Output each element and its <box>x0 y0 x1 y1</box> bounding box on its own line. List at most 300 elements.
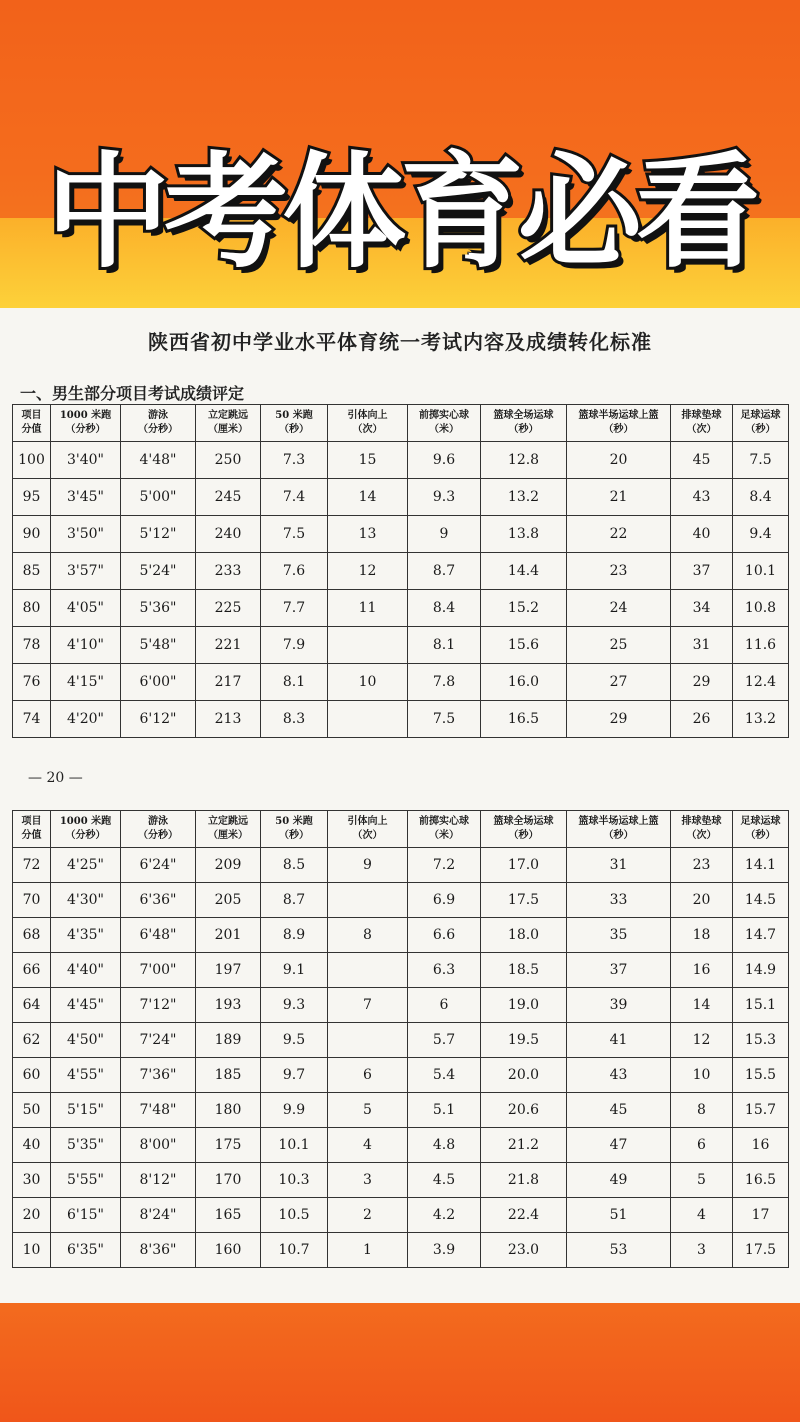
table-cell: 5.1 <box>408 1093 481 1128</box>
table-cell: 6.3 <box>408 953 481 988</box>
table-cell: 18.5 <box>481 953 567 988</box>
table-cell: 217 <box>196 664 261 701</box>
table-cell <box>328 627 408 664</box>
table-cell: 4.5 <box>408 1163 481 1198</box>
table-cell: 9 <box>328 848 408 883</box>
table-cell: 74 <box>13 701 51 738</box>
table-row <box>13 627 789 664</box>
table-cell: 17.0 <box>481 848 567 883</box>
table-cell: 21 <box>567 479 671 516</box>
table-cell: 20 <box>567 442 671 479</box>
table-cell: 5'24" <box>121 553 196 590</box>
table-cell: 64 <box>13 988 51 1023</box>
score-table-lower <box>12 810 789 1268</box>
column-header-unit: （厘米） <box>208 830 248 841</box>
table-cell: 225 <box>196 590 261 627</box>
table-cell: 4'48" <box>121 442 196 479</box>
table-header-row <box>13 405 789 442</box>
table-cell: 8.4 <box>408 590 481 627</box>
column-header-name: 50 米跑 <box>275 816 313 827</box>
table-cell: 8 <box>671 1093 733 1128</box>
table-cell: 10.1 <box>733 553 789 590</box>
table-cell: 8.7 <box>408 553 481 590</box>
table-cell: 245 <box>196 479 261 516</box>
column-header-unit: （分秒） <box>138 830 178 841</box>
table-cell: 15.2 <box>481 590 567 627</box>
column-header-unit: （次） <box>352 424 383 435</box>
table-cell: 9 <box>408 516 481 553</box>
table-cell <box>328 701 408 738</box>
table-cell: 4 <box>671 1198 733 1233</box>
table-cell: 17 <box>733 1198 789 1233</box>
table-cell: 5 <box>671 1163 733 1198</box>
table-cell: 10.8 <box>733 590 789 627</box>
table-cell: 33 <box>567 883 671 918</box>
table-cell: 40 <box>671 516 733 553</box>
table-cell: 16.0 <box>481 664 567 701</box>
table-cell: 8 <box>328 918 408 953</box>
column-header <box>671 405 733 442</box>
table-cell: 5'35" <box>51 1128 121 1163</box>
table-cell: 43 <box>671 479 733 516</box>
column-header-name: 项目 <box>21 816 42 827</box>
table-cell: 20.6 <box>481 1093 567 1128</box>
table-cell: 6'12" <box>121 701 196 738</box>
table-cell: 4'20" <box>51 701 121 738</box>
column-header <box>481 811 567 848</box>
table-cell: 15.6 <box>481 627 567 664</box>
column-header-name: 排球垫球 <box>681 816 722 827</box>
column-header-unit: （秒） <box>508 424 539 435</box>
table-cell: 8.1 <box>261 664 328 701</box>
table-cell: 165 <box>196 1198 261 1233</box>
table-cell: 20.0 <box>481 1058 567 1093</box>
column-header-name: 前掷实心球 <box>419 816 469 827</box>
table-cell: 201 <box>196 918 261 953</box>
column-header-name: 引体向上 <box>347 410 388 421</box>
table-row <box>13 988 789 1023</box>
column-header <box>13 811 51 848</box>
table-row <box>13 590 789 627</box>
table-row <box>13 1093 789 1128</box>
table-cell: 30 <box>13 1163 51 1198</box>
table-cell: 10 <box>671 1058 733 1093</box>
table-cell: 21.8 <box>481 1163 567 1198</box>
table-cell: 180 <box>196 1093 261 1128</box>
table-cell: 9.3 <box>261 988 328 1023</box>
table-cell: 43 <box>567 1058 671 1093</box>
table-cell: 4'50" <box>51 1023 121 1058</box>
table-cell: 7.3 <box>261 442 328 479</box>
column-header-name: 立定跳远 <box>208 816 248 827</box>
table-cell: 34 <box>671 590 733 627</box>
table-cell: 85 <box>13 553 51 590</box>
table-cell: 6.6 <box>408 918 481 953</box>
table-cell: 8.5 <box>261 848 328 883</box>
column-header <box>567 405 671 442</box>
column-header-name: 篮球半场运球上篮 <box>578 410 659 421</box>
table-cell: 221 <box>196 627 261 664</box>
table-cell: 7.9 <box>261 627 328 664</box>
table-cell: 6'00" <box>121 664 196 701</box>
table-cell: 4'10" <box>51 627 121 664</box>
table-cell: 31 <box>567 848 671 883</box>
column-header-unit: （秒） <box>279 830 309 841</box>
table-cell: 26 <box>671 701 733 738</box>
table-cell: 6.9 <box>408 883 481 918</box>
table-cell: 39 <box>567 988 671 1023</box>
table-cell: 7.5 <box>733 442 789 479</box>
table-cell: 4'55" <box>51 1058 121 1093</box>
column-header-name: 足球运球 <box>740 816 781 827</box>
column-header-name: 排球垫球 <box>681 410 722 421</box>
table-cell: 193 <box>196 988 261 1023</box>
table-cell: 22 <box>567 516 671 553</box>
table-row <box>13 883 789 918</box>
column-header-name: 篮球全场运球 <box>493 816 554 827</box>
table-cell: 8'24" <box>121 1198 196 1233</box>
table-cell: 233 <box>196 553 261 590</box>
table-cell <box>328 883 408 918</box>
column-header-unit: 分值 <box>21 830 42 841</box>
table-cell: 3'40" <box>51 442 121 479</box>
table-cell: 8'00" <box>121 1128 196 1163</box>
table-cell: 7.6 <box>261 553 328 590</box>
table-cell: 14.1 <box>733 848 789 883</box>
table-cell: 16.5 <box>733 1163 789 1198</box>
table-cell: 60 <box>13 1058 51 1093</box>
table-cell: 7 <box>328 988 408 1023</box>
table-cell: 17.5 <box>733 1233 789 1268</box>
table-cell: 3 <box>328 1163 408 1198</box>
table-row <box>13 953 789 988</box>
column-header-name: 1000 米跑 <box>59 410 112 421</box>
table-cell: 7.2 <box>408 848 481 883</box>
table-cell: 7'36" <box>121 1058 196 1093</box>
table-cell: 9.3 <box>408 479 481 516</box>
table-cell: 10.5 <box>261 1198 328 1233</box>
table-row <box>13 701 789 738</box>
table-row <box>13 664 789 701</box>
column-header-unit: （分秒） <box>65 424 106 435</box>
table-cell: 6 <box>671 1128 733 1163</box>
column-header-unit: （厘米） <box>208 424 248 435</box>
table-cell: 50 <box>13 1093 51 1128</box>
table-row <box>13 1233 789 1268</box>
table-cell: 15.5 <box>733 1058 789 1093</box>
table-cell: 49 <box>567 1163 671 1198</box>
table-cell: 6'48" <box>121 918 196 953</box>
column-header-unit: （秒） <box>745 424 776 435</box>
table-cell: 189 <box>196 1023 261 1058</box>
column-header <box>567 811 671 848</box>
table-cell: 21.2 <box>481 1128 567 1163</box>
table-cell: 185 <box>196 1058 261 1093</box>
column-header-unit: （秒） <box>508 830 539 841</box>
table-cell: 31 <box>671 627 733 664</box>
column-header-unit: （秒） <box>603 424 634 435</box>
table-cell: 6'35" <box>51 1233 121 1268</box>
table-cell: 40 <box>13 1128 51 1163</box>
table-cell: 19.5 <box>481 1023 567 1058</box>
column-header <box>408 405 481 442</box>
table-row <box>13 553 789 590</box>
column-header <box>671 811 733 848</box>
table-cell: 9.6 <box>408 442 481 479</box>
column-header-name: 篮球全场运球 <box>493 410 554 421</box>
column-header-unit: （次） <box>686 830 717 841</box>
table-cell: 5 <box>328 1093 408 1128</box>
table-cell: 35 <box>567 918 671 953</box>
column-header <box>261 405 328 442</box>
table-cell: 8.4 <box>733 479 789 516</box>
table-cell: 90 <box>13 516 51 553</box>
table-row <box>13 1058 789 1093</box>
table-cell: 8.9 <box>261 918 328 953</box>
column-header <box>121 811 196 848</box>
table-cell: 12 <box>671 1023 733 1058</box>
column-header-name: 项目 <box>21 410 42 421</box>
table-cell: 170 <box>196 1163 261 1198</box>
table-cell: 205 <box>196 883 261 918</box>
orange-background-bottom <box>0 1303 800 1422</box>
column-header <box>328 811 408 848</box>
table-cell: 5.7 <box>408 1023 481 1058</box>
table-cell: 3'50" <box>51 516 121 553</box>
column-header-name: 前掷实心球 <box>419 410 469 421</box>
table-cell: 14.7 <box>733 918 789 953</box>
table-cell: 6 <box>328 1058 408 1093</box>
column-header <box>261 811 328 848</box>
column-header <box>328 405 408 442</box>
column-header-name: 1000 米跑 <box>59 816 112 827</box>
table-cell: 10.7 <box>261 1233 328 1268</box>
column-header <box>481 405 567 442</box>
table-cell: 9.1 <box>261 953 328 988</box>
table-cell: 14.5 <box>733 883 789 918</box>
table-row <box>13 918 789 953</box>
table-cell: 15.1 <box>733 988 789 1023</box>
table-cell: 37 <box>671 553 733 590</box>
table-cell: 15.3 <box>733 1023 789 1058</box>
column-header-unit: （米） <box>429 424 459 435</box>
column-header-name: 游泳 <box>148 410 168 421</box>
column-header-unit: （分秒） <box>65 830 106 841</box>
table-cell: 2 <box>328 1198 408 1233</box>
table-cell: 4.2 <box>408 1198 481 1233</box>
table-cell: 9.7 <box>261 1058 328 1093</box>
column-header-name: 篮球半场运球上篮 <box>578 816 659 827</box>
column-header <box>733 405 789 442</box>
table-cell: 12.4 <box>733 664 789 701</box>
column-header-unit: （分秒） <box>138 424 178 435</box>
table-cell: 5'36" <box>121 590 196 627</box>
table-cell: 45 <box>567 1093 671 1128</box>
table-cell: 4'40" <box>51 953 121 988</box>
table-cell: 10.1 <box>261 1128 328 1163</box>
table-cell: 4.8 <box>408 1128 481 1163</box>
table-row <box>13 442 789 479</box>
table-cell: 7.5 <box>408 701 481 738</box>
table-cell: 4'35" <box>51 918 121 953</box>
table-cell: 15 <box>328 442 408 479</box>
table-cell: 12.8 <box>481 442 567 479</box>
table-cell: 53 <box>567 1233 671 1268</box>
table-cell: 16 <box>671 953 733 988</box>
table-cell: 4'05" <box>51 590 121 627</box>
column-header-name: 立定跳远 <box>208 410 248 421</box>
column-header-unit: （次） <box>686 424 717 435</box>
column-header-unit: （秒） <box>603 830 634 841</box>
table-cell: 6'36" <box>121 883 196 918</box>
table-cell: 45 <box>671 442 733 479</box>
table-cell: 41 <box>567 1023 671 1058</box>
table-row <box>13 1023 789 1058</box>
table-cell: 37 <box>567 953 671 988</box>
table-cell: 68 <box>13 918 51 953</box>
column-header-unit: 分值 <box>21 424 42 435</box>
table-cell: 8'12" <box>121 1163 196 1198</box>
table-cell: 4'30" <box>51 883 121 918</box>
table-cell: 47 <box>567 1128 671 1163</box>
table-cell: 8.3 <box>261 701 328 738</box>
table-cell: 11.6 <box>733 627 789 664</box>
table-cell: 5'00" <box>121 479 196 516</box>
page-number: — 20 — <box>28 770 83 786</box>
table-cell: 10.3 <box>261 1163 328 1198</box>
table-cell: 22.4 <box>481 1198 567 1233</box>
table-cell: 5'48" <box>121 627 196 664</box>
table-row <box>13 1128 789 1163</box>
table-cell: 80 <box>13 590 51 627</box>
table-cell: 3.9 <box>408 1233 481 1268</box>
banner-title: 中考体育必看 <box>45 141 754 285</box>
table-cell: 13 <box>328 516 408 553</box>
table-cell: 6'15" <box>51 1198 121 1233</box>
table-cell: 15.7 <box>733 1093 789 1128</box>
table-cell: 14.4 <box>481 553 567 590</box>
table-cell: 17.5 <box>481 883 567 918</box>
table-cell: 7.7 <box>261 590 328 627</box>
document-title: 陕西省初中学业水平体育统一考试内容及成绩转化标准 <box>148 330 652 354</box>
table-cell: 76 <box>13 664 51 701</box>
column-header-name: 足球运球 <box>740 410 781 421</box>
column-header-name: 50 米跑 <box>275 410 313 421</box>
table-cell: 100 <box>13 442 51 479</box>
table-cell: 197 <box>196 953 261 988</box>
table-cell: 95 <box>13 479 51 516</box>
table-cell: 8.7 <box>261 883 328 918</box>
table-cell: 70 <box>13 883 51 918</box>
table-cell: 20 <box>671 883 733 918</box>
table-cell: 213 <box>196 701 261 738</box>
table-cell: 11 <box>328 590 408 627</box>
table-cell: 13.2 <box>481 479 567 516</box>
table-cell: 175 <box>196 1128 261 1163</box>
table-cell: 9.5 <box>261 1023 328 1058</box>
table-cell: 7'12" <box>121 988 196 1023</box>
table-cell: 18.0 <box>481 918 567 953</box>
table-cell: 5'12" <box>121 516 196 553</box>
column-header <box>408 811 481 848</box>
table-cell: 12 <box>328 553 408 590</box>
column-header-name: 引体向上 <box>347 816 388 827</box>
column-header-name: 游泳 <box>148 816 168 827</box>
table-cell: 240 <box>196 516 261 553</box>
table-cell: 25 <box>567 627 671 664</box>
table-cell: 23 <box>671 848 733 883</box>
table-cell: 9.9 <box>261 1093 328 1128</box>
table-cell: 7.5 <box>261 516 328 553</box>
table-cell: 8'36" <box>121 1233 196 1268</box>
table-row <box>13 1163 789 1198</box>
table-cell: 3'57" <box>51 553 121 590</box>
column-header <box>51 811 121 848</box>
table-cell: 23.0 <box>481 1233 567 1268</box>
table-header-row <box>13 811 789 848</box>
table-cell: 4 <box>328 1128 408 1163</box>
table-cell: 20 <box>13 1198 51 1233</box>
table-cell: 3 <box>671 1233 733 1268</box>
table-cell: 4'45" <box>51 988 121 1023</box>
table-cell: 16 <box>733 1128 789 1163</box>
column-header-unit: （次） <box>352 830 383 841</box>
table-cell: 4'25" <box>51 848 121 883</box>
table-cell: 29 <box>567 701 671 738</box>
table-cell: 6'24" <box>121 848 196 883</box>
column-header <box>733 811 789 848</box>
column-header-unit: （米） <box>429 830 459 841</box>
table-row <box>13 1198 789 1233</box>
column-header <box>196 405 261 442</box>
table-cell: 8.1 <box>408 627 481 664</box>
column-header <box>196 811 261 848</box>
section-heading: 一、男生部分项目考试成绩评定 <box>20 384 245 403</box>
table-cell: 19.0 <box>481 988 567 1023</box>
table-cell: 5.4 <box>408 1058 481 1093</box>
table-cell: 7'48" <box>121 1093 196 1128</box>
table-cell: 14.9 <box>733 953 789 988</box>
table-cell: 78 <box>13 627 51 664</box>
column-header <box>121 405 196 442</box>
column-header <box>51 405 121 442</box>
table-cell: 18 <box>671 918 733 953</box>
column-header-unit: （秒） <box>745 830 776 841</box>
table-cell: 3'45" <box>51 479 121 516</box>
table-cell: 14 <box>328 479 408 516</box>
table-cell: 9.4 <box>733 516 789 553</box>
table-row <box>13 848 789 883</box>
table-cell: 23 <box>567 553 671 590</box>
score-table-upper <box>12 404 789 738</box>
table-cell: 7.8 <box>408 664 481 701</box>
table-cell: 250 <box>196 442 261 479</box>
table-cell: 14 <box>671 988 733 1023</box>
table-cell: 1 <box>328 1233 408 1268</box>
table-cell: 29 <box>671 664 733 701</box>
table-cell: 27 <box>567 664 671 701</box>
table-cell <box>328 953 408 988</box>
table-cell: 209 <box>196 848 261 883</box>
table-cell: 160 <box>196 1233 261 1268</box>
table-cell: 13.8 <box>481 516 567 553</box>
table-cell: 10 <box>13 1233 51 1268</box>
table-cell: 7.4 <box>261 479 328 516</box>
table-row <box>13 479 789 516</box>
table-row <box>13 516 789 553</box>
table-cell: 5'15" <box>51 1093 121 1128</box>
table-cell: 13.2 <box>733 701 789 738</box>
